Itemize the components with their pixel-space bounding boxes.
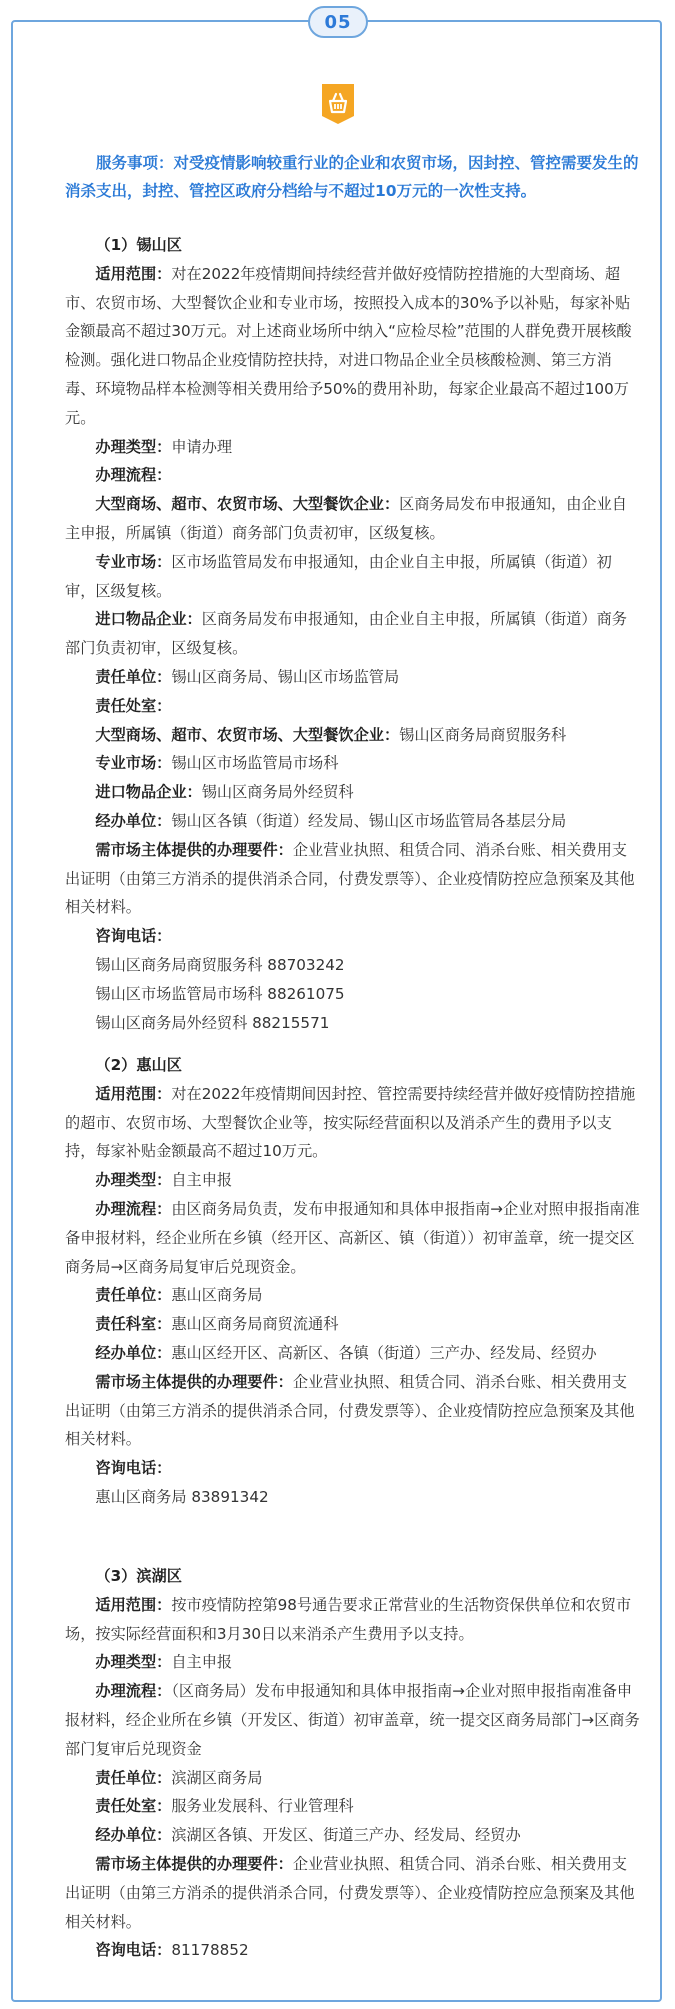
flow-item-label: 大型商场、超市、农贸市场、大型餐饮企业： (95, 495, 400, 514)
flow-item-label: 进口物品企业： (95, 610, 202, 629)
scope-paragraph (65, 260, 640, 433)
tel-line: 锡山区市场监管局市场科 88261075 (95, 984, 345, 1003)
office-text: 惠山区商务局商贸流通科 (171, 1315, 339, 1334)
type-label: 办理类型： (95, 1171, 172, 1190)
handler-label: 经办单位： (95, 1826, 172, 1845)
flow-paragraph (65, 1677, 640, 1763)
flow-text: 由区商务局负责，发布申报通知和具体申报指南→企业对照申报指南准备申报材料，经企业所在乡镇（经开区、高新区、镇（街道））初审盖章，统一提交区商务局→区商务局复审后兑现资金。 (65, 1199, 640, 1276)
handler-line (65, 807, 640, 836)
tel-label-line (65, 1454, 640, 1483)
handler-label: 经办单位： (95, 811, 172, 830)
office-label-line (65, 692, 640, 721)
office-item-label: 专业市场： (95, 754, 172, 773)
handler-line (65, 1821, 640, 1850)
scope-paragraph (65, 1591, 640, 1649)
flow-text: （区商务局）发布申报通知和具体申报指南→企业对照申报指南准备申报材料，经企业所在乡镇（开发区、街道）初审盖章，统一提交区商务局部门→区商务部门复审后兑现资金 (65, 1682, 640, 1758)
type-label: 办理类型： (95, 437, 172, 456)
section-number: 05 (324, 11, 352, 33)
scope-text: 按市疫情防控第98号通告要求正常营业的生活物资保供单位和农贸市场，按实际经营面积和3月30日以来消杀产生费用予以支持。 (65, 1595, 632, 1643)
office-item-label: 大型商场、超市、农贸市场、大型餐饮企业： (95, 725, 400, 744)
docs-label: 需市场主体提供的办理要件： (95, 1854, 293, 1873)
unit-label: 责任单位： (95, 1286, 172, 1305)
office-item-text: 锡山区市场监管局市场科 (171, 754, 339, 773)
section-number-badge (308, 6, 368, 38)
type-line (65, 1648, 640, 1677)
handler-text: 惠山区经开区、高新区、各镇（街道）三产办、经发局、经贸办 (171, 1343, 597, 1362)
unit-label: 责任单位： (95, 667, 172, 686)
section-title: （3）滨湖区 (95, 1567, 182, 1585)
scope-label: 适用范围： (95, 1595, 172, 1614)
flow-label: 办理流程： (95, 466, 172, 485)
type-text: 自主申报 (171, 1653, 233, 1672)
flow-item-label: 专业市场： (95, 552, 172, 571)
office-label: 责任科室： (95, 1315, 172, 1334)
flow-item-text: 区商务局发布申报通知，由企业自主申报，所属镇（街道）商务部门负责初审，区级复核。 (65, 610, 627, 658)
flow-item (65, 605, 640, 663)
unit-text: 锡山区商务局、锡山区市场监管局 (171, 667, 400, 686)
office-item-label: 进口物品企业： (95, 783, 202, 802)
office-label: 责任处室： (95, 1797, 172, 1816)
section-binhu (65, 1562, 640, 1965)
tel-line: 锡山区商务局外经贸科 88215571 (95, 1013, 330, 1032)
shopping-basket-icon (320, 82, 356, 126)
handler-line (65, 1339, 640, 1368)
office-item-text: 锡山区商务局外经贸科 (201, 783, 354, 802)
tel-label: 咨询电话： (95, 1941, 172, 1960)
type-line (65, 433, 640, 462)
tel-text: 81178852 (171, 1941, 249, 1960)
docs-text: 企业营业执照、租赁合同、消杀台账、相关费用支出证明（由第三方消杀的提供消杀合同，付费发票等）、企业疫情防控应急预案及其他相关材料。 (65, 1372, 635, 1449)
section-title: （2）惠山区 (95, 1056, 182, 1074)
type-line (65, 1166, 640, 1195)
office-line (65, 1792, 640, 1821)
scope-paragraph (65, 1080, 640, 1166)
flow-item-text: 区市场监管局发布申报通知，由企业自主申报，所属镇（街道）初审，区级复核。 (65, 552, 612, 600)
flow-label: 办理流程： (95, 1682, 172, 1701)
section-huishan (65, 1051, 640, 1512)
scope-text: 对在2022年疫情期间持续经营并做好疫情防控措施的大型商场、超市、农贸市场、大型餐饮企业和专业市场，按照投入成本的30%予以补贴，每家补贴金额最高不超过30万元。对上述商业场所中纳入“应检尽检”范围的人群免费开展核酸检测。强化进口物品企业疫情防控扶持，对进口物品企业全员核酸检测、第三方消毒、环境物品样本检测等相关费用给予50%的费用补助，每家企业最高不超过100万元。 (65, 264, 632, 427)
office-item (65, 749, 640, 778)
office-item-text: 锡山区商务局商贸服务科 (399, 725, 567, 744)
unit-line (65, 663, 640, 692)
docs-paragraph (65, 1850, 640, 1936)
handler-text: 滨湖区各镇、开发区、街道三产办、经发局、经贸办 (171, 1826, 521, 1845)
office-label: 责任处室： (95, 696, 172, 715)
tel-line: 锡山区商务局商贸服务科 88703242 (95, 955, 345, 974)
flow-paragraph (65, 1195, 640, 1281)
type-text: 申请办理 (171, 437, 233, 456)
tel-label-line (65, 922, 640, 951)
flow-item (65, 490, 640, 548)
docs-text: 企业营业执照、租赁合同、消杀台账、相关费用支出证明（由第三方消杀的提供消杀合同，付费发票等）、企业疫情防控应急预案及其他相关材料。 (65, 840, 635, 917)
flow-item-text: 区商务局发布申报通知，由企业自主申报，所属镇（街道）商务部门负责初审，区级复核。 (65, 495, 627, 542)
unit-label: 责任单位： (95, 1768, 172, 1787)
tel-line (65, 1936, 640, 1965)
office-text: 服务业发展科、行业管理科 (171, 1797, 354, 1816)
flow-label-line (65, 461, 640, 490)
docs-text: 企业营业执照、租赁合同、消杀台账、相关费用支出证明（由第三方消杀的提供消杀合同，付费发票等）、企业疫情防控应急预案及其他相关材料。 (65, 1854, 635, 1931)
office-item (65, 721, 640, 750)
unit-line (65, 1281, 640, 1310)
unit-text: 滨湖区商务局 (171, 1768, 263, 1787)
flow-label: 办理流程： (95, 1199, 172, 1218)
service-intro-text: 服务事项：对受疫情影响较重行业的企业和农贸市场，因封控、管控需要发生的消杀支出，封控、管控区政府分档给与不超过10万元的一次性支持。 (65, 154, 639, 200)
docs-label: 需市场主体提供的办理要件： (95, 1372, 293, 1391)
tel-label: 咨询电话： (95, 1459, 172, 1478)
scope-label: 适用范围： (95, 1084, 172, 1103)
docs-label: 需市场主体提供的办理要件： (95, 840, 293, 859)
tel-line: 惠山区商务局 83891342 (95, 1487, 269, 1506)
handler-label: 经办单位： (95, 1343, 172, 1362)
scope-text: 对在2022年疫情期间因封控、管控需要持续经营并做好疫情防控措施的超市、农贸市场、大型餐饮企业等，按实际经营面积以及消杀产生的费用予以支持，每家补贴金额最高不超过10万元。 (65, 1084, 636, 1161)
handler-text: 锡山区各镇（街道）经发局、锡山区市场监管局各基层分局 (171, 811, 567, 830)
unit-text: 惠山区商务局 (171, 1286, 263, 1305)
section-title: （1）锡山区 (95, 236, 182, 254)
section-xishan (65, 231, 640, 1037)
type-text: 自主申报 (171, 1171, 233, 1190)
scope-label: 适用范围： (95, 264, 172, 283)
docs-paragraph (65, 1368, 640, 1454)
tel-label: 咨询电话： (95, 927, 172, 946)
office-line (65, 1310, 640, 1339)
unit-line (65, 1764, 640, 1793)
flow-item (65, 548, 640, 606)
type-label: 办理类型： (95, 1653, 172, 1672)
docs-paragraph (65, 836, 640, 922)
service-intro (65, 149, 640, 205)
office-item (65, 778, 640, 807)
